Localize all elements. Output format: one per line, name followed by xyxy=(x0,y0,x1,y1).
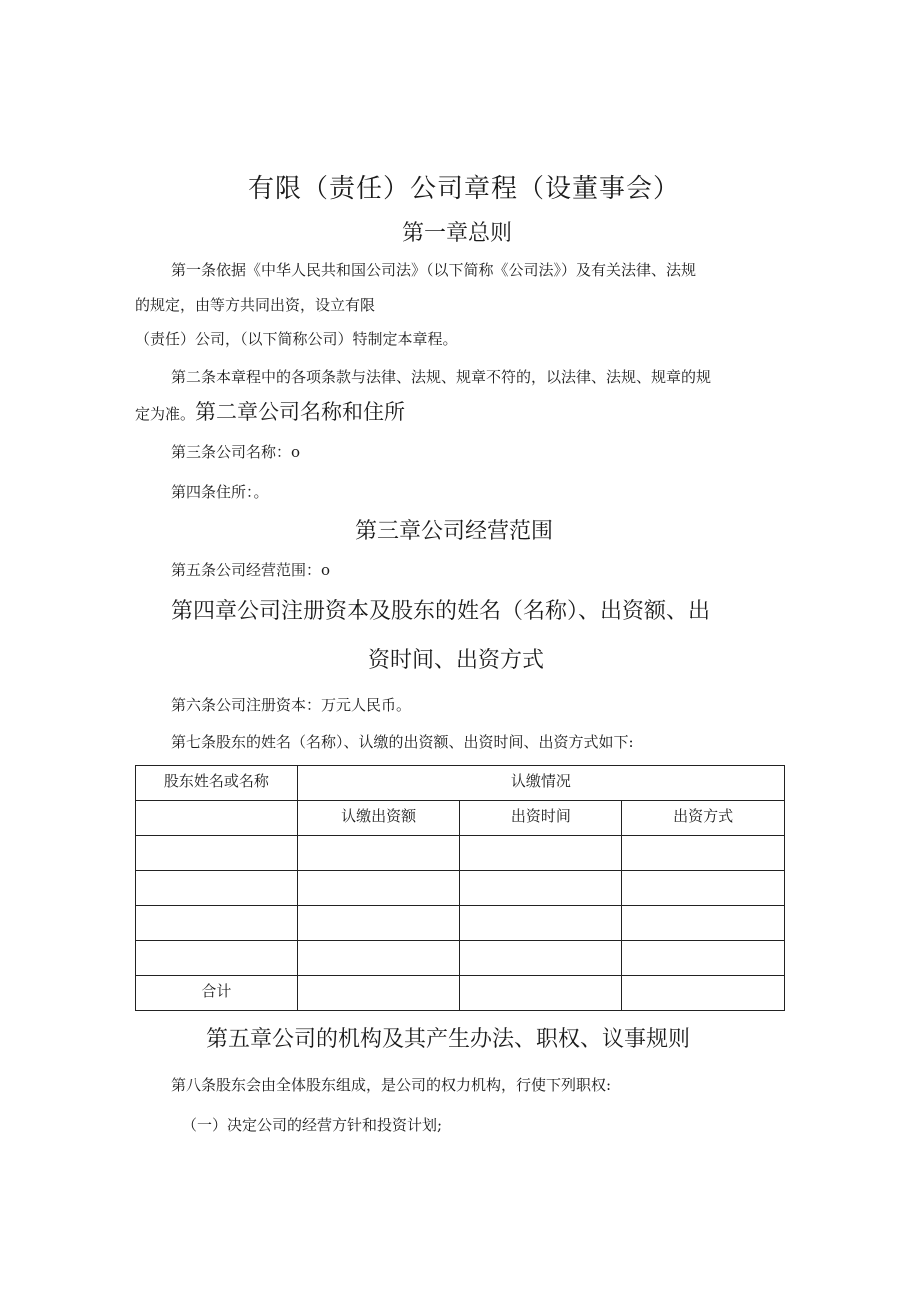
chapter2-heading: 第二章公司名称和住所 xyxy=(195,400,406,424)
shareholder-contribution-table xyxy=(135,765,785,1011)
subheader-empty xyxy=(136,801,298,836)
chapter5-heading: 第五章公司的机构及其产生办法、职权、议事规则 xyxy=(206,1027,691,1052)
header-subscription: 认缴情况 xyxy=(297,766,784,801)
document-title: 有限（责任）公司章程（设董事会） xyxy=(248,174,681,204)
table-cell xyxy=(136,941,298,976)
article3: 第三条公司名称：o xyxy=(171,443,301,461)
article2-line2-with-chapter2 xyxy=(135,396,405,426)
table-cell xyxy=(460,836,622,871)
article8-item1: （一）决定公司的经营方针和投资计划; xyxy=(182,1116,443,1134)
article1-line3: （责任）公司，（以下简称公司）特制定本章程。 xyxy=(135,330,458,348)
table-cell xyxy=(460,976,622,1011)
table-cell xyxy=(460,906,622,941)
article1-line2: 的规定，由等方共同出资，设立有限 xyxy=(135,296,376,314)
table-cell xyxy=(136,836,298,871)
table-row xyxy=(136,871,785,906)
chapter4-heading-line1: 第四章公司注册资本及股东的姓名（名称）、出资额、出 xyxy=(171,599,711,624)
chapter4-heading-line2: 资时间、出资方式 xyxy=(368,648,545,673)
header-shareholder-name: 股东姓名或名称 xyxy=(136,766,298,801)
subheader-amount: 认缴出资额 xyxy=(297,801,460,836)
article8: 第八条股东会由全体股东组成，是公司的权力机构，行使下列职权: xyxy=(171,1076,612,1094)
subheader-time: 出资时间 xyxy=(460,801,622,836)
chapter1-heading: 第一章总则 xyxy=(402,221,513,246)
table-subheader-row xyxy=(136,801,785,836)
table-cell xyxy=(622,906,785,941)
article4: 第四条住所：。 xyxy=(171,483,269,501)
table-cell xyxy=(136,906,298,941)
table-cell xyxy=(460,941,622,976)
table-cell xyxy=(622,976,785,1011)
article7: 第七条股东的姓名（名称）、认缴的出资额、出资时间、出资方式如下: xyxy=(171,733,634,751)
table-cell xyxy=(622,871,785,906)
article5: 第五条公司经营范围：o xyxy=(171,561,331,579)
table-cell xyxy=(136,871,298,906)
chapter3-heading: 第三章公司经营范围 xyxy=(355,519,554,544)
article2-line1: 第二条本章程中的各项条款与法律、法规、规章不符的，以法律、法规、规章的规 xyxy=(171,368,712,386)
table-cell xyxy=(622,941,785,976)
table-cell xyxy=(297,941,460,976)
table-total-row xyxy=(136,976,785,1011)
table-row xyxy=(136,906,785,941)
table-header-row xyxy=(136,766,785,801)
table-cell xyxy=(297,976,460,1011)
table-cell xyxy=(622,836,785,871)
table-row xyxy=(136,836,785,871)
total-label: 合计 xyxy=(136,976,298,1011)
subheader-method: 出资方式 xyxy=(622,801,785,836)
table-cell xyxy=(297,906,460,941)
article2-line2: 定为准。 xyxy=(135,405,196,423)
article6: 第六条公司注册资本：万元人民币。 xyxy=(171,696,412,714)
table-cell xyxy=(460,871,622,906)
article1-line1: 第一条依据《中华人民共和国公司法》（以下简称《公司法》）及有关法律、法规 xyxy=(171,261,697,279)
table-row xyxy=(136,941,785,976)
table-cell xyxy=(297,871,460,906)
table-cell xyxy=(297,836,460,871)
